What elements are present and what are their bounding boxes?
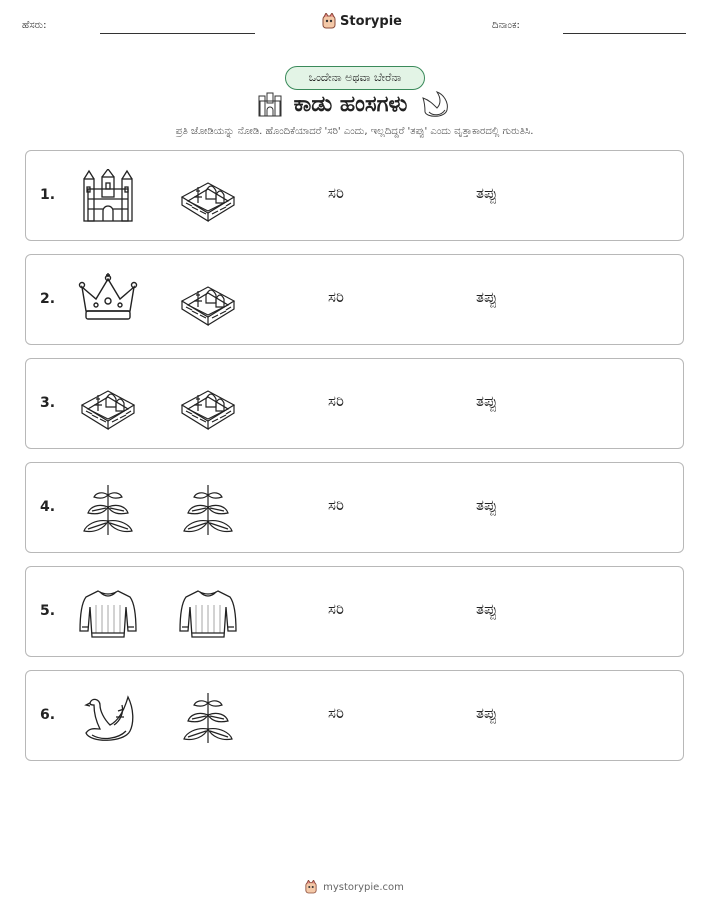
row-number: 5. bbox=[40, 603, 56, 619]
false-option[interactable]: ತಪ್ಪು bbox=[476, 496, 498, 514]
false-option[interactable]: ತಪ್ಪು bbox=[476, 704, 498, 722]
storypie-mascot-icon bbox=[305, 880, 317, 894]
activity-type-badge: ಒಂದೇನಾ ಅಥವಾ ಬೇರೆನಾ bbox=[285, 66, 425, 90]
graveyard-icon bbox=[178, 377, 238, 433]
worksheet-title: ಕಾಡು ಹಂಸಗಳು bbox=[293, 91, 408, 117]
sweater-icon bbox=[178, 585, 238, 641]
row-number: 6. bbox=[40, 707, 56, 723]
footer-url[interactable]: mystorypie.com bbox=[323, 881, 404, 893]
footer bbox=[0, 880, 709, 894]
question-row bbox=[25, 462, 684, 553]
nettle-icon bbox=[178, 481, 238, 537]
crown-icon bbox=[78, 273, 138, 329]
question-row bbox=[25, 566, 684, 657]
question-row bbox=[25, 670, 684, 761]
true-option[interactable]: ಸರಿ bbox=[328, 704, 344, 722]
true-option[interactable]: ಸರಿ bbox=[328, 496, 344, 514]
row-number: 2. bbox=[40, 291, 56, 307]
true-option[interactable]: ಸರಿ bbox=[328, 392, 344, 410]
sweater-icon bbox=[78, 585, 138, 641]
question-row bbox=[25, 254, 684, 345]
nettle-icon bbox=[178, 689, 238, 745]
row-number: 1. bbox=[40, 187, 56, 203]
false-option[interactable]: ತಪ್ಪು bbox=[476, 184, 498, 202]
name-line[interactable] bbox=[100, 33, 255, 34]
brand-logo bbox=[322, 13, 402, 29]
false-option[interactable]: ತಪ್ಪು bbox=[476, 600, 498, 618]
title-row bbox=[0, 90, 709, 118]
row-number: 4. bbox=[40, 499, 56, 515]
storypie-mascot-icon bbox=[322, 13, 336, 29]
castle-icon bbox=[78, 169, 138, 225]
true-option[interactable]: ಸರಿ bbox=[328, 600, 344, 618]
instructions: ಪ್ರತಿ ಜೋಡಿಯನ್ನು ನೋಡಿ. ಹೊಂದಿಕೆಯಾದರೆ 'ಸರಿ' ಎಂದು, ಇಲ್ಲದಿದ್ದರೆ 'ತಪ್ಪು' ಎಂದು ವೃತ್ತಾಕಾರದಲ್ಲಿ ಗುರುತಿಸಿ. bbox=[175, 126, 534, 137]
castle-icon bbox=[258, 91, 282, 117]
brand-name: Storypie bbox=[340, 13, 402, 29]
true-option[interactable]: ಸರಿ bbox=[328, 288, 344, 306]
graveyard-icon bbox=[178, 273, 238, 329]
true-option[interactable]: ಸರಿ bbox=[328, 184, 344, 202]
swan-icon bbox=[419, 90, 451, 118]
date-line[interactable] bbox=[563, 33, 686, 34]
graveyard-icon bbox=[78, 377, 138, 433]
date-label: ದಿನಾಂಕ: bbox=[492, 20, 520, 31]
question-row bbox=[25, 150, 684, 241]
question-row bbox=[25, 358, 684, 449]
name-label: ಹೆಸರು: bbox=[22, 20, 47, 31]
false-option[interactable]: ತಪ್ಪು bbox=[476, 392, 498, 410]
graveyard-icon bbox=[178, 169, 238, 225]
row-number: 3. bbox=[40, 395, 56, 411]
nettle-icon bbox=[78, 481, 138, 537]
swan-icon bbox=[78, 689, 138, 745]
false-option[interactable]: ತಪ್ಪು bbox=[476, 288, 498, 306]
